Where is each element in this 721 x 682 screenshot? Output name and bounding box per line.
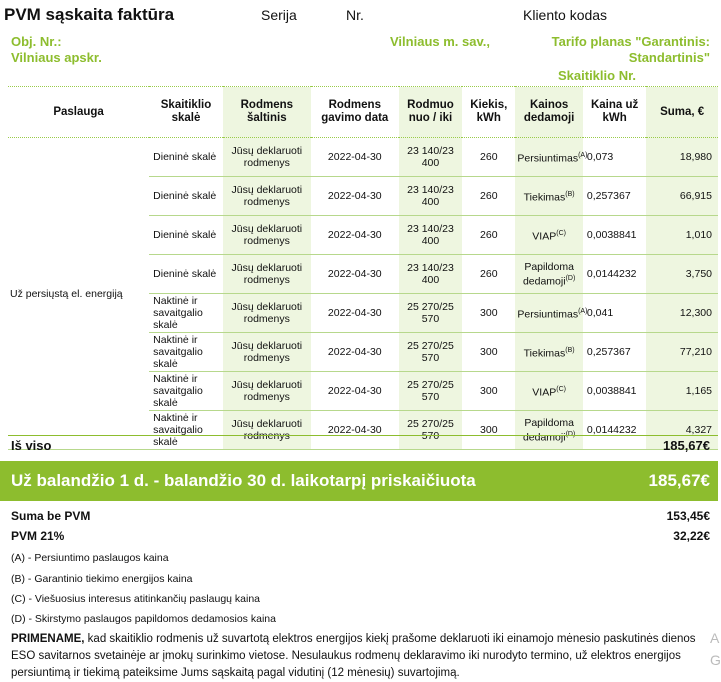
sum-cell: 18,980 bbox=[646, 138, 718, 177]
component-name: Tiekimas bbox=[523, 191, 566, 204]
source-cell: Jūsų deklaruoti rodmenys bbox=[223, 333, 311, 372]
scale-cell: Naktinė ir savaitgalio skalė bbox=[149, 411, 223, 450]
component-cell bbox=[515, 333, 583, 372]
edge-mark-a: A bbox=[710, 630, 720, 646]
total-label: Iš viso bbox=[11, 438, 52, 453]
qty-cell: 260 bbox=[462, 255, 515, 294]
component-name: Papildoma dedamoji bbox=[522, 260, 574, 288]
source-cell: Jūsų deklaruoti rodmenys bbox=[223, 294, 311, 333]
price-cell: 0,0038841 bbox=[583, 216, 646, 255]
price-cell: 0,041 bbox=[583, 294, 646, 333]
qty-cell: 260 bbox=[462, 216, 515, 255]
meter-number: Skaitiklio Nr. bbox=[558, 68, 637, 83]
reminder-bold: PRIMENAME, bbox=[11, 633, 85, 645]
component-cell bbox=[515, 138, 588, 177]
qty-cell: 300 bbox=[462, 411, 515, 450]
qty-cell: 260 bbox=[462, 138, 515, 177]
reading-cell: 23 140/23 400 bbox=[399, 216, 462, 255]
qty-cell: 300 bbox=[462, 372, 515, 411]
col-date: Rodmens gavimo data bbox=[311, 87, 399, 138]
col-reading: Rodmuo nuo / iki bbox=[399, 87, 462, 138]
source-cell: Jūsų deklaruoti rodmenys bbox=[223, 138, 311, 177]
vat-value: 32,22€ bbox=[673, 529, 710, 543]
component-sup: (A) bbox=[578, 307, 588, 315]
source-cell: Jūsų deklaruoti rodmenys bbox=[223, 255, 311, 294]
sum-cell: 3,750 bbox=[646, 255, 718, 294]
reading-cell: 23 140/23 400 bbox=[399, 255, 462, 294]
price-cell: 0,257367 bbox=[583, 333, 646, 372]
period-value: 185,67€ bbox=[648, 471, 710, 490]
scale-cell: Dieninė skalė bbox=[149, 177, 223, 216]
component-name: Papildoma dedamoji bbox=[522, 416, 574, 444]
component-cell bbox=[515, 294, 588, 333]
price-cell: 0,257367 bbox=[583, 177, 646, 216]
tariff-plan-line2: Standartinis" bbox=[628, 50, 710, 65]
reminder-body: kad skaitiklio rodmenis už suvartotą elektros energijos kiekį prašome deklaruoti iki einamojo mėnesio paskutinės dienos ESO savitarnos svetainėje ar įmokų surinkimo vietose. Nesulaukus rodmenų deklaravimo iki nurodyto termino, už elektros energijos persiuntimą ir tiekimą pateiksime Jums sąskaitą pagal vidutinį (12 mėnesių) suvartojimą. bbox=[11, 633, 696, 679]
component-name: Persiuntimas bbox=[517, 308, 579, 321]
client-code-label: Kliento kodas bbox=[523, 7, 608, 23]
component-name: VIAP bbox=[532, 386, 557, 399]
component-sup: (B) bbox=[565, 346, 575, 354]
component-sup: (A) bbox=[578, 151, 588, 159]
tariff-plan-line1: Tarifo planas "Garantinis: bbox=[551, 34, 710, 49]
sum-without-vat-label: Suma be PVM bbox=[11, 509, 91, 523]
period-label: Už balandžio 1 d. - balandžio 30 d. laikotarpį priskaičiuota bbox=[11, 471, 476, 490]
col-price: Kaina už kWh bbox=[583, 87, 646, 138]
sum-cell: 1,010 bbox=[646, 216, 718, 255]
sum-cell: 66,915 bbox=[646, 177, 718, 216]
reminder-text bbox=[11, 631, 711, 682]
reading-cell: 25 270/25 570 bbox=[399, 411, 462, 450]
reading-cell: 23 140/23 400 bbox=[399, 177, 462, 216]
date-cell: 2022-04-30 bbox=[311, 333, 399, 372]
table-header-row bbox=[8, 87, 718, 138]
component-sup: (D) bbox=[565, 430, 576, 438]
date-cell: 2022-04-30 bbox=[311, 372, 399, 411]
col-service: Paslauga bbox=[8, 87, 149, 138]
date-cell: 2022-04-30 bbox=[311, 294, 399, 333]
note-a: (A) - Persiuntimo paslaugos kaina bbox=[11, 552, 169, 564]
component-cell bbox=[515, 411, 583, 450]
object-number: Obj. Nr.: bbox=[11, 34, 62, 49]
source-cell: Jūsų deklaruoti rodmenys bbox=[223, 177, 311, 216]
col-component: Kainos dedamoji bbox=[515, 87, 583, 138]
divider bbox=[8, 435, 718, 436]
sum-cell: 4,327 bbox=[646, 411, 718, 450]
price-cell: 0,0144232 bbox=[583, 411, 646, 450]
period-banner bbox=[0, 461, 718, 501]
total-value: 185,67€ bbox=[663, 438, 710, 453]
date-cell: 2022-04-30 bbox=[311, 255, 399, 294]
component-name: VIAP bbox=[532, 230, 557, 243]
reading-cell: 25 270/25 570 bbox=[399, 372, 462, 411]
sum-cell: 12,300 bbox=[646, 294, 718, 333]
scale-cell: Naktinė ir savaitgalio skalė bbox=[149, 372, 223, 411]
component-sup: (D) bbox=[565, 274, 576, 282]
reading-cell: 25 270/25 570 bbox=[399, 294, 462, 333]
scale-cell: Dieninė skalė bbox=[149, 255, 223, 294]
reading-cell: 23 140/23 400 bbox=[399, 138, 462, 177]
date-cell: 2022-04-30 bbox=[311, 216, 399, 255]
scale-cell: Naktinė ir savaitgalio skalė bbox=[149, 333, 223, 372]
municipality: Vilniaus m. sav., bbox=[390, 34, 490, 49]
service-name: Už persiųstą el. energiją bbox=[8, 138, 149, 450]
edge-mark-g: G bbox=[710, 652, 721, 668]
note-d: (D) - Skirstymo paslaugos papildomos dedamosios kaina bbox=[11, 613, 276, 625]
sum-without-vat-value: 153,45€ bbox=[666, 509, 710, 523]
source-cell: Jūsų deklaruoti rodmenys bbox=[223, 216, 311, 255]
component-name: Tiekimas bbox=[523, 347, 566, 360]
date-cell: 2022-04-30 bbox=[311, 411, 399, 450]
col-scale: Skaitiklio skalė bbox=[149, 87, 223, 138]
price-cell: 0,0038841 bbox=[583, 372, 646, 411]
component-name: Persiuntimas bbox=[517, 152, 579, 165]
component-sup: (C) bbox=[556, 229, 566, 237]
invoice-title: PVM sąskaita faktūra bbox=[4, 5, 175, 24]
sum-cell: 77,210 bbox=[646, 333, 718, 372]
component-cell bbox=[515, 372, 583, 411]
source-cell: Jūsų deklaruoti rodmenys bbox=[223, 411, 311, 450]
component-sup: (B) bbox=[565, 190, 575, 198]
price-cell: 0,0144232 bbox=[583, 255, 646, 294]
sum-cell: 1,165 bbox=[646, 372, 718, 411]
qty-cell: 260 bbox=[462, 177, 515, 216]
price-cell: 0,073 bbox=[583, 138, 646, 177]
note-b: (B) - Garantinio tiekimo energijos kaina bbox=[11, 573, 193, 585]
table-row bbox=[8, 138, 718, 177]
qty-cell: 300 bbox=[462, 294, 515, 333]
reading-cell: 25 270/25 570 bbox=[399, 333, 462, 372]
qty-cell: 300 bbox=[462, 333, 515, 372]
scale-cell: Dieninė skalė bbox=[149, 138, 223, 177]
note-c: (C) - Viešuosius interesus atitinkančių paslaugų kaina bbox=[11, 593, 261, 605]
source-cell: Jūsų deklaruoti rodmenys bbox=[223, 372, 311, 411]
scale-cell: Dieninė skalė bbox=[149, 216, 223, 255]
col-source: Rodmens šaltinis bbox=[223, 87, 311, 138]
component-cell bbox=[515, 216, 583, 255]
col-sum: Suma, € bbox=[646, 87, 718, 138]
vat-label: PVM 21% bbox=[11, 529, 65, 543]
col-qty: Kiekis, kWh bbox=[462, 87, 515, 138]
date-cell: 2022-04-30 bbox=[311, 138, 399, 177]
region: Vilniaus apskr. bbox=[11, 50, 102, 65]
invoice-table bbox=[8, 86, 718, 450]
serija-label: Serija bbox=[261, 7, 297, 23]
component-cell bbox=[515, 177, 583, 216]
component-sup: (C) bbox=[556, 385, 566, 393]
nr-label: Nr. bbox=[346, 7, 364, 23]
date-cell: 2022-04-30 bbox=[311, 177, 399, 216]
component-cell bbox=[515, 255, 583, 294]
scale-cell: Naktinė ir savaitgalio skalė bbox=[149, 294, 223, 333]
